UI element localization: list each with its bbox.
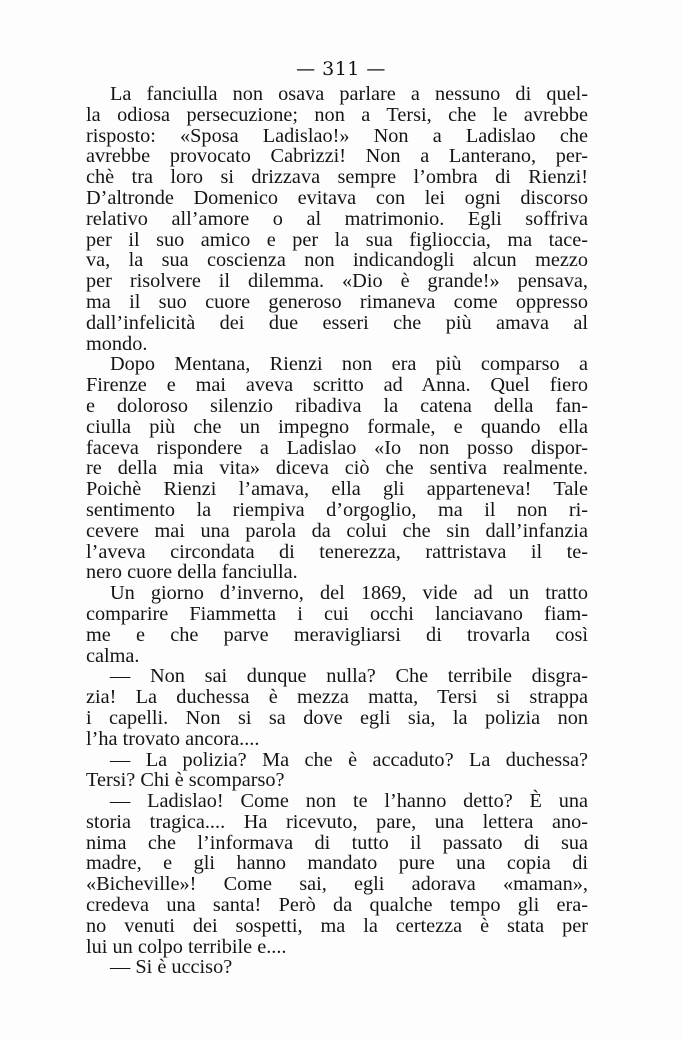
text-line: la odiosa persecuzione; non a Tersi, che le avrebbe	[86, 103, 588, 126]
text-line: — La polizia? Ma che è accaduto? La duchessa?	[110, 748, 588, 771]
text-line: va, la sua coscienza non indicandogli alcun mezzo	[86, 249, 588, 272]
text-line: cevere mai una parola da colui che sin dall’infanzia	[86, 519, 588, 542]
text-line: madre, e gli hanno mandato pure una copia di	[86, 852, 588, 875]
text-line: comparire Fiammetta i cui occhi lanciavano fiam-	[86, 602, 588, 625]
text-line: e doloroso silenzio ribadiva la catena della fan-	[86, 394, 588, 417]
text-line: — Si è ucciso?	[110, 956, 233, 979]
text-line: avrebbe provocato Cabrizzi! Non a Lanterano, per-	[86, 145, 588, 168]
text-line: re della mia vita» diceva ciò che sentiva realmente.	[86, 457, 588, 480]
text-line: risposto: «Sposa Ladislao!» Non a Ladislao che	[86, 124, 588, 147]
text-line: ma il suo cuore generoso rimaneva come oppresso	[86, 290, 588, 313]
text-line: Un giorno d’inverno, del 1869, vide ad un tratto	[110, 582, 588, 605]
text-line: storia tragica.... Ha ricevuto, pare, una lettera ano-	[86, 810, 588, 833]
text-line: me e che parve meravigliarsi di trovarla così	[86, 623, 588, 646]
text-line: credeva una santa! Però da qualche tempo gli era-	[86, 894, 588, 917]
text-line: nero cuore della fanciulla.	[86, 561, 298, 584]
text-line: zia! La duchessa è mezza matta, Tersi si strappa	[86, 686, 588, 709]
text-line: — Ladislao! Come non te l’hanno detto? È una	[110, 790, 588, 813]
text-line: Firenze e mai aveva scritto ad Anna. Quel fiero	[86, 374, 588, 397]
text-line: Dopo Mentana, Rienzi non era più comparso a	[110, 353, 588, 376]
text-line: per il suo amico e per la sua figlioccia, ma tace-	[86, 228, 588, 251]
text-line: — Non sai dunque nulla? Che terribile disgra-	[110, 665, 588, 688]
text-line: Poichè Rienzi l’amava, ella gli apparteneva! Tale	[86, 478, 588, 501]
text-line: D’altronde Domenico evitava con lei ogni discorso	[86, 186, 588, 209]
text-line: l’ha trovato ancora....	[86, 727, 260, 750]
text-line: ciulla più che un impegno formale, e quando ella	[86, 415, 588, 438]
text-line: faceva rispondere a Ladislao «Io non posso dispor-	[86, 436, 588, 459]
text-line: relativo all’amore o al matrimonio. Egli soffriva	[86, 207, 588, 230]
text-line: chè tra loro si drizzava sempre l’ombra di Rienzi!	[86, 166, 588, 189]
page-number: — 311 —	[296, 58, 386, 80]
text-line: dall’infelicità dei due esseri che più amava al	[86, 311, 588, 334]
text-line: lui un colpo terribile e....	[86, 935, 287, 958]
text-line: i capelli. Non si sa dove egli sia, la polizia non	[86, 706, 588, 729]
text-line: calma.	[86, 644, 140, 667]
text-line: «Bicheville»! Come sai, egli adorava «maman»,	[86, 873, 588, 896]
text-line: nima che l’informava di tutto il passato di sua	[86, 831, 588, 854]
text-line: La fanciulla non osava parlare a nessuno di quel-	[110, 83, 588, 105]
text-line: l’aveva circondata di tenerezza, rattristava il te-	[86, 540, 588, 563]
text-line: no venuti dei sospetti, ma la certezza è stata per	[86, 914, 588, 937]
body-text	[86, 84, 588, 978]
text-line: mondo.	[86, 332, 148, 355]
text-line: per risolvere il dilemma. «Dio è grande!» pensava,	[86, 270, 588, 293]
text-line: sentimento la riempiva d’orgoglio, ma il non ri-	[86, 498, 588, 521]
text-line: Tersi? Chi è scomparso?	[86, 769, 285, 792]
